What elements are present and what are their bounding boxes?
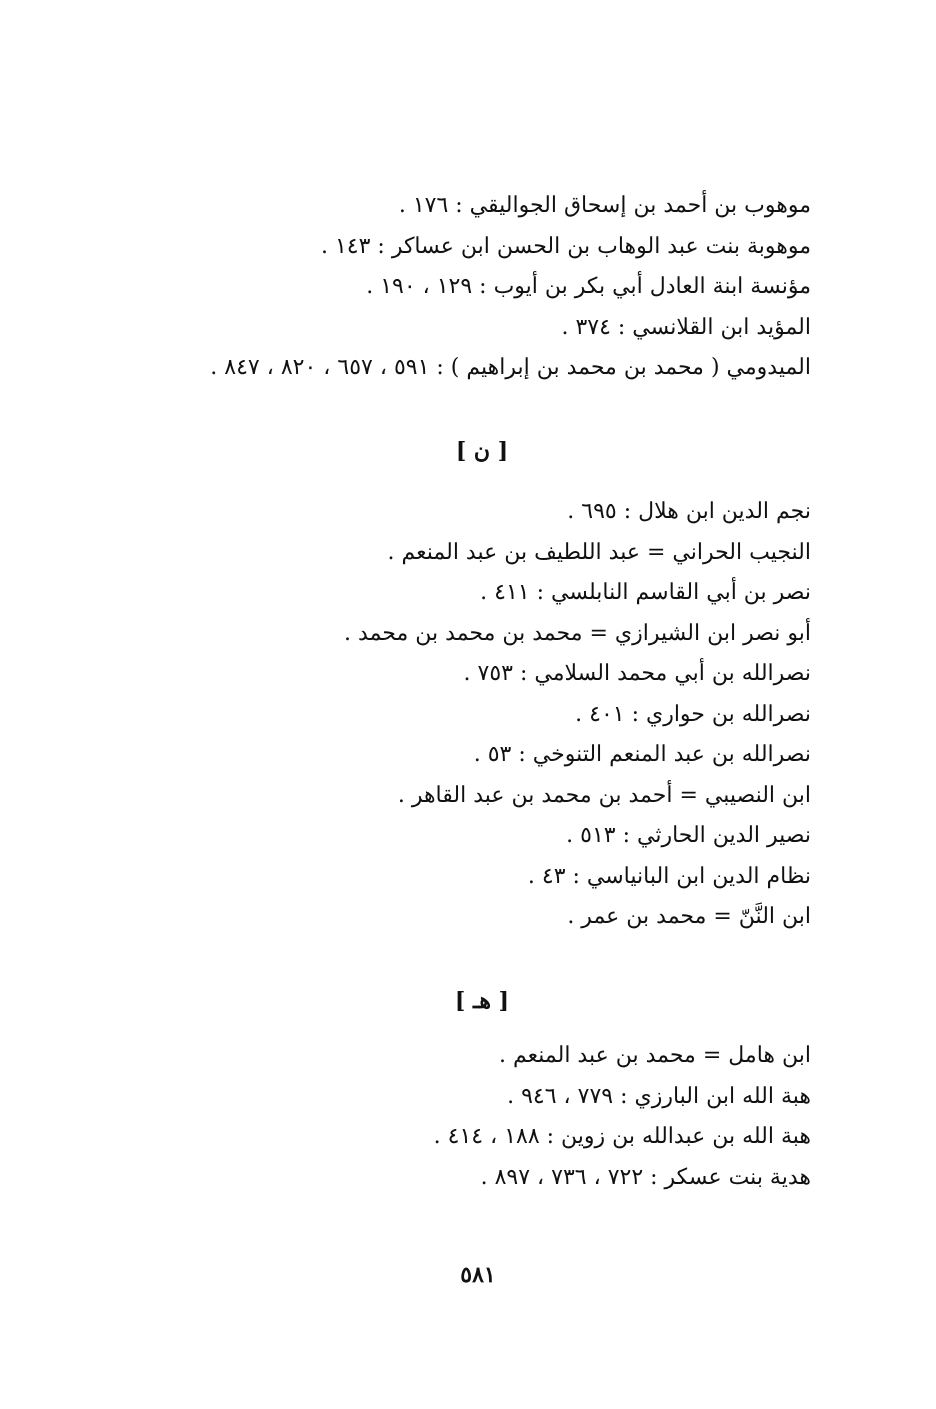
index-entry: نصرالله بن عبد المنعم التنوخي : ٥٣ . <box>473 742 811 767</box>
index-entry: نصير الدين الحارثي : ٥١٣ . <box>566 823 811 848</box>
index-entry: ابن هامل = محمد بن عبد المنعم . <box>499 1043 811 1068</box>
section-mim-entries <box>111 186 811 389</box>
index-entry: نصرالله بن حواري : ٤٠١ . <box>575 701 811 727</box>
index-entry: الميدومي ( محمد بن محمد بن إبراهيم ) : ٥٩١ ، ٦٥٧ ، ٨٢٠ ، ٨٤٧ . <box>210 355 811 380</box>
index-entry: المؤيد ابن القلانسي : ٣٧٤ . <box>561 314 811 340</box>
index-entry: أبو نصر ابن الشيرازي = محمد بن محمد بن محمد . <box>344 620 811 646</box>
section-ha-entries <box>111 1036 811 1198</box>
page-number: ٥٨١ <box>460 1262 496 1288</box>
index-entry: ابن النَّنّ = محمد بن عمر . <box>567 904 811 929</box>
index-entry: ابن النصيبي = أحمد بن محمد بن عبد القاهر . <box>397 782 811 808</box>
section-header-ha: [ هـ ] <box>454 988 510 1014</box>
index-entry: مؤنسة ابنة العادل أبي بكر بن أيوب : ١٢٩ ، ١٩٠ . <box>366 274 811 299</box>
index-entry: موهوبة بنت عبد الوهاب بن الحسن ابن عساكر : ١٤٣ . <box>320 233 811 259</box>
index-entry: نجم الدين ابن هلال : ٦٩٥ . <box>567 499 811 524</box>
index-entry: هدية بنت عسكر : ٧٢٢ ، ٧٣٦ ، ٨٩٧ . <box>480 1164 811 1190</box>
index-entry: النجيب الحراني = عبد اللطيف بن عبد المنعم . <box>387 539 811 565</box>
index-entry: نصرالله بن أبي محمد السلامي : ٧٥٣ . <box>463 661 811 686</box>
index-entry: نظام الدين ابن البانياسي : ٤٣ . <box>527 863 811 889</box>
index-entry: نصر بن أبي القاسم النابلسي : ٤١١ . <box>480 580 811 605</box>
index-entry: هبة الله بن عبدالله بن زوين : ١٨٨ ، ٤١٤ . <box>433 1124 811 1149</box>
section-nun-entries <box>111 492 811 938</box>
index-entry: هبة الله ابن البارزي : ٧٧٩ ، ٩٤٦ . <box>507 1083 811 1109</box>
index-entry: موهوب بن أحمد بن إسحاق الجواليقي : ١٧٦ . <box>398 193 811 218</box>
section-header-nun: [ ن ] <box>455 438 509 464</box>
